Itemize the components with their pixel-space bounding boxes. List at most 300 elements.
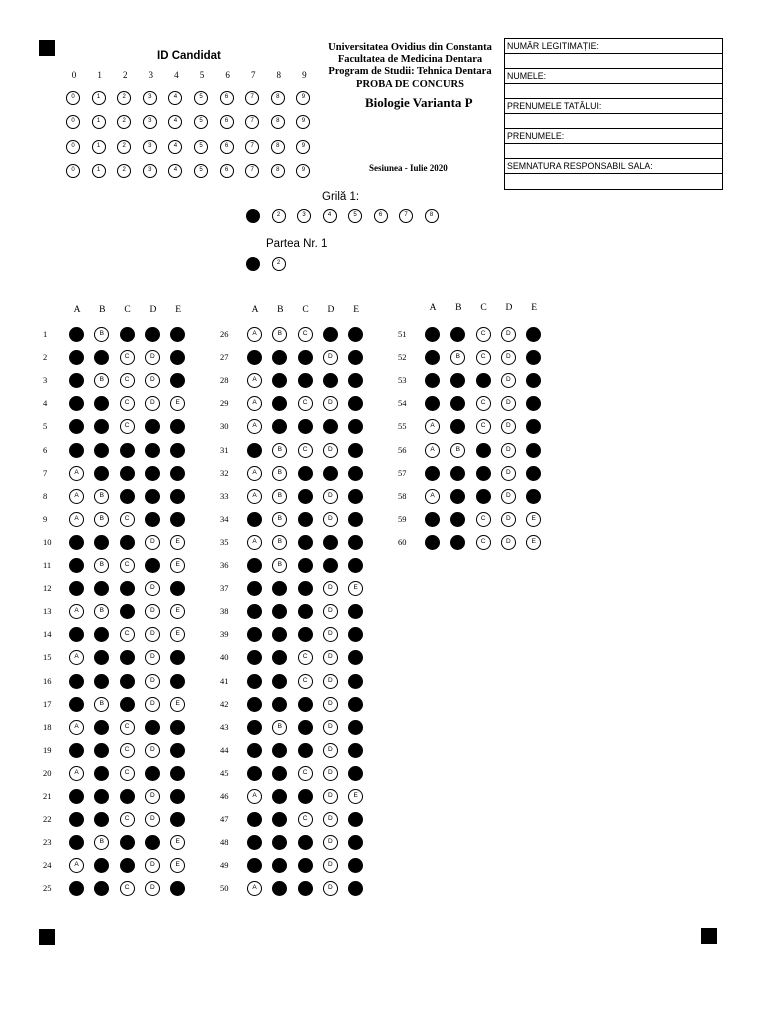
answer-bubble[interactable]: E (348, 558, 363, 573)
answer-bubble[interactable]: B (94, 489, 109, 504)
answer-bubble[interactable]: E (170, 881, 185, 896)
answer-bubble[interactable]: D (323, 419, 338, 434)
id-bubble[interactable]: 7 (245, 91, 259, 105)
answer-bubble[interactable]: A (69, 396, 84, 411)
answer-bubble[interactable]: D (323, 443, 338, 458)
answer-bubble[interactable]: C (120, 558, 135, 573)
answer-bubble[interactable]: B (272, 743, 287, 758)
answer-bubble[interactable]: C (120, 766, 135, 781)
answer-bubble[interactable]: B (272, 443, 287, 458)
answer-bubble[interactable]: A (247, 881, 262, 896)
answer-bubble[interactable]: A (247, 466, 262, 481)
id-bubble[interactable]: 4 (168, 91, 182, 105)
answer-bubble[interactable]: E (170, 627, 185, 642)
answer-bubble[interactable]: A (69, 466, 84, 481)
answer-bubble[interactable]: B (94, 835, 109, 850)
answer-bubble[interactable]: D (323, 489, 338, 504)
answer-bubble[interactable]: A (247, 558, 262, 573)
answer-bubble[interactable]: C (298, 581, 313, 596)
answer-bubble[interactable]: A (425, 535, 440, 550)
answer-bubble[interactable]: B (272, 881, 287, 896)
answer-bubble[interactable]: A (69, 835, 84, 850)
answer-bubble[interactable]: D (145, 327, 160, 342)
answer-bubble[interactable]: C (298, 743, 313, 758)
answer-bubble[interactable]: A (69, 373, 84, 388)
answer-bubble[interactable]: E (526, 489, 541, 504)
answer-bubble[interactable]: B (94, 720, 109, 735)
answer-bubble[interactable]: E (526, 396, 541, 411)
answer-bubble[interactable]: A (247, 766, 262, 781)
id-bubble[interactable]: 7 (245, 140, 259, 154)
answer-bubble[interactable]: A (69, 350, 84, 365)
answer-bubble[interactable]: D (145, 443, 160, 458)
answer-bubble[interactable]: B (272, 627, 287, 642)
answer-bubble[interactable]: E (348, 650, 363, 665)
answer-bubble[interactable]: B (94, 327, 109, 342)
answer-bubble[interactable]: A (69, 697, 84, 712)
id-bubble[interactable]: 4 (168, 115, 182, 129)
answer-bubble[interactable]: B (450, 373, 465, 388)
answer-bubble[interactable]: D (501, 489, 516, 504)
answer-bubble[interactable]: E (348, 443, 363, 458)
info-field-prenumele[interactable] (505, 144, 722, 159)
answer-bubble[interactable]: A (247, 789, 262, 804)
answer-bubble[interactable]: C (476, 443, 491, 458)
answer-bubble[interactable]: E (170, 604, 185, 619)
answer-bubble[interactable]: B (272, 604, 287, 619)
answer-bubble[interactable]: A (69, 604, 84, 619)
answer-bubble[interactable]: C (120, 466, 135, 481)
answer-bubble[interactable]: C (298, 604, 313, 619)
answer-bubble[interactable]: B (450, 535, 465, 550)
answer-bubble[interactable]: C (298, 327, 313, 342)
answer-bubble[interactable]: B (272, 350, 287, 365)
answer-bubble[interactable]: B (94, 443, 109, 458)
answer-bubble[interactable]: D (501, 327, 516, 342)
answer-bubble[interactable]: A (69, 512, 84, 527)
answer-bubble[interactable]: C (120, 697, 135, 712)
answer-bubble[interactable]: A (69, 443, 84, 458)
answer-bubble[interactable]: D (145, 858, 160, 873)
answer-bubble[interactable]: E (170, 650, 185, 665)
answer-bubble[interactable]: C (120, 604, 135, 619)
answer-bubble[interactable]: C (298, 350, 313, 365)
id-bubble[interactable]: 0 (66, 164, 80, 178)
answer-bubble[interactable]: E (170, 443, 185, 458)
answer-bubble[interactable]: E (170, 373, 185, 388)
answer-bubble[interactable]: A (247, 697, 262, 712)
id-bubble[interactable]: 7 (245, 164, 259, 178)
answer-bubble[interactable]: E (170, 535, 185, 550)
answer-bubble[interactable]: B (94, 812, 109, 827)
answer-bubble[interactable]: E (348, 627, 363, 642)
info-field-numele[interactable] (505, 84, 722, 99)
answer-bubble[interactable]: A (69, 881, 84, 896)
answer-bubble[interactable]: E (170, 697, 185, 712)
id-bubble[interactable]: 9 (296, 115, 310, 129)
answer-bubble[interactable]: D (145, 881, 160, 896)
answer-bubble[interactable]: A (247, 604, 262, 619)
answer-bubble[interactable]: B (272, 697, 287, 712)
answer-bubble[interactable]: C (120, 881, 135, 896)
answer-bubble[interactable]: D (323, 558, 338, 573)
answer-bubble[interactable]: C (120, 581, 135, 596)
answer-bubble[interactable]: C (120, 396, 135, 411)
id-bubble[interactable]: 3 (143, 164, 157, 178)
answer-bubble[interactable]: E (348, 419, 363, 434)
answer-bubble[interactable]: D (145, 489, 160, 504)
answer-bubble[interactable]: A (425, 350, 440, 365)
answer-bubble[interactable]: A (247, 835, 262, 850)
answer-bubble[interactable]: E (170, 466, 185, 481)
answer-bubble[interactable]: D (323, 604, 338, 619)
answer-bubble[interactable]: B (94, 419, 109, 434)
answer-bubble[interactable]: E (170, 558, 185, 573)
answer-bubble[interactable]: B (94, 604, 109, 619)
answer-bubble[interactable]: D (145, 396, 160, 411)
answer-bubble[interactable]: B (272, 835, 287, 850)
answer-bubble[interactable]: B (450, 419, 465, 434)
answer-bubble[interactable]: A (69, 327, 84, 342)
answer-bubble[interactable]: E (170, 766, 185, 781)
answer-bubble[interactable]: B (94, 535, 109, 550)
answer-bubble[interactable]: C (298, 443, 313, 458)
answer-bubble[interactable]: A (247, 443, 262, 458)
answer-bubble[interactable]: A (69, 674, 84, 689)
answer-bubble[interactable]: C (298, 812, 313, 827)
answer-bubble[interactable]: E (348, 466, 363, 481)
answer-bubble[interactable]: B (450, 512, 465, 527)
answer-bubble[interactable]: B (272, 558, 287, 573)
answer-bubble[interactable]: D (323, 327, 338, 342)
answer-bubble[interactable]: C (298, 789, 313, 804)
info-field-semnatura[interactable] (505, 174, 722, 189)
answer-bubble[interactable]: E (526, 350, 541, 365)
id-bubble[interactable]: 6 (220, 91, 234, 105)
answer-bubble[interactable]: D (501, 466, 516, 481)
answer-bubble[interactable]: A (69, 720, 84, 735)
id-bubble[interactable]: 1 (92, 115, 106, 129)
answer-bubble[interactable]: A (247, 858, 262, 873)
answer-bubble[interactable]: E (348, 350, 363, 365)
id-bubble[interactable]: 0 (66, 140, 80, 154)
answer-bubble[interactable]: A (69, 558, 84, 573)
id-bubble[interactable]: 9 (296, 140, 310, 154)
answer-bubble[interactable]: C (120, 627, 135, 642)
answer-bubble[interactable]: C (120, 812, 135, 827)
id-bubble[interactable]: 5 (194, 91, 208, 105)
answer-bubble[interactable]: D (323, 674, 338, 689)
answer-bubble[interactable]: A (247, 512, 262, 527)
answer-bubble[interactable]: C (120, 373, 135, 388)
answer-bubble[interactable]: C (120, 512, 135, 527)
answer-bubble[interactable]: D (145, 512, 160, 527)
id-bubble[interactable]: 2 (117, 140, 131, 154)
id-bubble[interactable]: 4 (168, 140, 182, 154)
answer-bubble[interactable]: E (348, 327, 363, 342)
answer-bubble[interactable]: C (298, 373, 313, 388)
id-bubble[interactable]: 6 (220, 115, 234, 129)
id-bubble[interactable]: 0 (66, 115, 80, 129)
grila-option-bubble[interactable]: 2 (272, 209, 286, 223)
id-bubble[interactable]: 9 (296, 164, 310, 178)
answer-bubble[interactable]: E (348, 835, 363, 850)
answer-bubble[interactable]: A (69, 766, 84, 781)
answer-bubble[interactable]: E (526, 466, 541, 481)
answer-bubble[interactable]: B (272, 489, 287, 504)
answer-bubble[interactable]: E (348, 789, 363, 804)
id-bubble[interactable]: 7 (245, 115, 259, 129)
answer-bubble[interactable]: A (425, 512, 440, 527)
answer-bubble[interactable]: B (94, 581, 109, 596)
answer-bubble[interactable]: D (323, 835, 338, 850)
answer-bubble[interactable]: D (323, 535, 338, 550)
answer-bubble[interactable]: B (272, 535, 287, 550)
answer-bubble[interactable]: D (145, 650, 160, 665)
id-bubble[interactable]: 8 (271, 140, 285, 154)
answer-bubble[interactable]: E (170, 350, 185, 365)
id-bubble[interactable]: 5 (194, 115, 208, 129)
id-bubble[interactable]: 8 (271, 91, 285, 105)
answer-bubble[interactable]: B (450, 489, 465, 504)
answer-bubble[interactable]: C (120, 350, 135, 365)
answer-bubble[interactable]: D (145, 581, 160, 596)
answer-bubble[interactable]: B (272, 327, 287, 342)
answer-bubble[interactable]: D (323, 350, 338, 365)
answer-bubble[interactable]: C (120, 674, 135, 689)
answer-bubble[interactable]: B (272, 650, 287, 665)
id-bubble[interactable]: 3 (143, 140, 157, 154)
answer-bubble[interactable]: A (69, 627, 84, 642)
answer-bubble[interactable]: C (120, 743, 135, 758)
answer-bubble[interactable]: E (170, 489, 185, 504)
answer-bubble[interactable]: D (323, 858, 338, 873)
answer-bubble[interactable]: E (170, 419, 185, 434)
answer-bubble[interactable]: D (323, 373, 338, 388)
answer-bubble[interactable]: B (272, 512, 287, 527)
id-bubble[interactable]: 6 (220, 140, 234, 154)
grila-option-bubble[interactable]: 4 (323, 209, 337, 223)
answer-bubble[interactable]: B (272, 396, 287, 411)
answer-bubble[interactable]: A (247, 743, 262, 758)
id-bubble[interactable]: 1 (92, 140, 106, 154)
answer-bubble[interactable]: A (247, 419, 262, 434)
answer-bubble[interactable]: E (348, 535, 363, 550)
grila-option-bubble[interactable]: 1 (246, 209, 260, 223)
answer-bubble[interactable]: D (145, 697, 160, 712)
answer-bubble[interactable]: C (476, 466, 491, 481)
answer-bubble[interactable]: E (348, 881, 363, 896)
answer-bubble[interactable]: A (425, 419, 440, 434)
answer-bubble[interactable]: A (247, 674, 262, 689)
answer-bubble[interactable]: C (120, 789, 135, 804)
answer-bubble[interactable]: C (298, 674, 313, 689)
id-bubble[interactable]: 2 (117, 91, 131, 105)
answer-bubble[interactable]: C (476, 419, 491, 434)
answer-bubble[interactable]: A (69, 789, 84, 804)
answer-bubble[interactable]: D (501, 443, 516, 458)
id-bubble[interactable]: 4 (168, 164, 182, 178)
answer-bubble[interactable]: E (348, 858, 363, 873)
answer-bubble[interactable]: E (348, 581, 363, 596)
answer-bubble[interactable]: A (69, 535, 84, 550)
answer-bubble[interactable]: B (94, 858, 109, 873)
answer-bubble[interactable]: C (120, 419, 135, 434)
answer-bubble[interactable]: E (170, 858, 185, 873)
answer-bubble[interactable]: B (450, 443, 465, 458)
grila-option-bubble[interactable]: 3 (297, 209, 311, 223)
answer-bubble[interactable]: A (425, 489, 440, 504)
answer-bubble[interactable]: E (170, 789, 185, 804)
answer-bubble[interactable]: E (348, 697, 363, 712)
id-bubble[interactable]: 3 (143, 91, 157, 105)
answer-bubble[interactable]: B (450, 396, 465, 411)
answer-bubble[interactable]: B (94, 466, 109, 481)
answer-bubble[interactable]: C (476, 327, 491, 342)
answer-bubble[interactable]: B (272, 789, 287, 804)
answer-bubble[interactable]: D (145, 558, 160, 573)
answer-bubble[interactable]: C (298, 766, 313, 781)
answer-bubble[interactable]: D (145, 743, 160, 758)
answer-bubble[interactable]: C (476, 512, 491, 527)
answer-bubble[interactable]: A (247, 396, 262, 411)
answer-bubble[interactable]: C (298, 419, 313, 434)
answer-bubble[interactable]: E (348, 743, 363, 758)
answer-bubble[interactable]: B (94, 627, 109, 642)
answer-bubble[interactable]: A (69, 650, 84, 665)
answer-bubble[interactable]: A (69, 812, 84, 827)
answer-bubble[interactable]: D (323, 581, 338, 596)
answer-bubble[interactable]: B (272, 581, 287, 596)
answer-bubble[interactable]: C (120, 858, 135, 873)
id-bubble[interactable]: 8 (271, 164, 285, 178)
answer-bubble[interactable]: B (94, 512, 109, 527)
answer-bubble[interactable]: D (501, 512, 516, 527)
answer-bubble[interactable]: E (348, 720, 363, 735)
answer-bubble[interactable]: D (145, 419, 160, 434)
answer-bubble[interactable]: E (170, 743, 185, 758)
answer-bubble[interactable]: E (526, 327, 541, 342)
answer-bubble[interactable]: D (501, 419, 516, 434)
answer-bubble[interactable]: D (323, 396, 338, 411)
answer-bubble[interactable]: A (69, 743, 84, 758)
answer-bubble[interactable]: E (348, 373, 363, 388)
answer-bubble[interactable]: A (425, 373, 440, 388)
answer-bubble[interactable]: D (501, 535, 516, 550)
answer-bubble[interactable]: D (145, 766, 160, 781)
answer-bubble[interactable]: B (272, 373, 287, 388)
id-bubble[interactable]: 2 (117, 164, 131, 178)
answer-bubble[interactable]: A (69, 419, 84, 434)
answer-bubble[interactable]: B (450, 350, 465, 365)
partea-option-bubble[interactable]: 2 (272, 257, 286, 271)
answer-bubble[interactable]: B (272, 766, 287, 781)
answer-bubble[interactable]: A (247, 327, 262, 342)
answer-bubble[interactable]: A (69, 581, 84, 596)
answer-bubble[interactable]: B (94, 373, 109, 388)
answer-bubble[interactable]: D (323, 766, 338, 781)
answer-bubble[interactable]: E (526, 535, 541, 550)
answer-bubble[interactable]: A (69, 858, 84, 873)
answer-bubble[interactable]: C (298, 720, 313, 735)
answer-bubble[interactable]: D (145, 789, 160, 804)
answer-bubble[interactable]: D (145, 720, 160, 735)
answer-bubble[interactable]: B (272, 812, 287, 827)
answer-bubble[interactable]: D (145, 604, 160, 619)
answer-bubble[interactable]: D (501, 350, 516, 365)
info-field-prenumele-tatalui[interactable] (505, 114, 722, 129)
answer-bubble[interactable]: C (120, 535, 135, 550)
answer-bubble[interactable]: C (298, 627, 313, 642)
answer-bubble[interactable]: E (170, 327, 185, 342)
answer-bubble[interactable]: B (94, 674, 109, 689)
answer-bubble[interactable]: D (501, 373, 516, 388)
answer-bubble[interactable]: E (348, 674, 363, 689)
answer-bubble[interactable]: C (298, 650, 313, 665)
answer-bubble[interactable]: D (145, 350, 160, 365)
answer-bubble[interactable]: A (247, 489, 262, 504)
answer-bubble[interactable]: D (145, 835, 160, 850)
id-bubble[interactable]: 9 (296, 91, 310, 105)
answer-bubble[interactable]: C (120, 650, 135, 665)
answer-bubble[interactable]: C (298, 512, 313, 527)
answer-bubble[interactable]: A (425, 327, 440, 342)
answer-bubble[interactable]: A (247, 350, 262, 365)
grila-option-bubble[interactable]: 7 (399, 209, 413, 223)
answer-bubble[interactable]: D (323, 697, 338, 712)
id-bubble[interactable]: 8 (271, 115, 285, 129)
answer-bubble[interactable]: E (170, 812, 185, 827)
answer-bubble[interactable]: E (526, 419, 541, 434)
answer-bubble[interactable]: B (450, 466, 465, 481)
answer-bubble[interactable]: D (145, 812, 160, 827)
answer-bubble[interactable]: A (247, 650, 262, 665)
partea-option-bubble[interactable]: 1 (246, 257, 260, 271)
answer-bubble[interactable]: D (145, 373, 160, 388)
answer-bubble[interactable]: B (272, 466, 287, 481)
grila-option-bubble[interactable]: 8 (425, 209, 439, 223)
id-bubble[interactable]: 5 (194, 164, 208, 178)
answer-bubble[interactable]: A (247, 373, 262, 388)
answer-bubble[interactable]: D (323, 789, 338, 804)
answer-bubble[interactable]: B (94, 396, 109, 411)
answer-bubble[interactable]: C (476, 373, 491, 388)
answer-bubble[interactable]: D (145, 466, 160, 481)
answer-bubble[interactable]: A (425, 466, 440, 481)
answer-bubble[interactable]: B (272, 674, 287, 689)
id-bubble[interactable]: 1 (92, 164, 106, 178)
answer-bubble[interactable]: C (120, 443, 135, 458)
answer-bubble[interactable]: A (247, 812, 262, 827)
answer-bubble[interactable]: B (94, 697, 109, 712)
id-bubble[interactable]: 1 (92, 91, 106, 105)
answer-bubble[interactable]: A (425, 396, 440, 411)
answer-bubble[interactable]: D (145, 627, 160, 642)
answer-bubble[interactable]: A (425, 443, 440, 458)
answer-bubble[interactable]: E (348, 396, 363, 411)
answer-bubble[interactable]: C (298, 466, 313, 481)
answer-bubble[interactable]: B (94, 650, 109, 665)
answer-bubble[interactable]: C (120, 489, 135, 504)
answer-bubble[interactable]: D (323, 881, 338, 896)
answer-bubble[interactable]: A (247, 535, 262, 550)
answer-bubble[interactable]: B (94, 766, 109, 781)
answer-bubble[interactable]: D (323, 650, 338, 665)
info-field-numar-legitimatie[interactable] (505, 54, 722, 69)
answer-bubble[interactable]: E (526, 512, 541, 527)
answer-bubble[interactable]: E (348, 812, 363, 827)
answer-bubble[interactable]: D (323, 512, 338, 527)
